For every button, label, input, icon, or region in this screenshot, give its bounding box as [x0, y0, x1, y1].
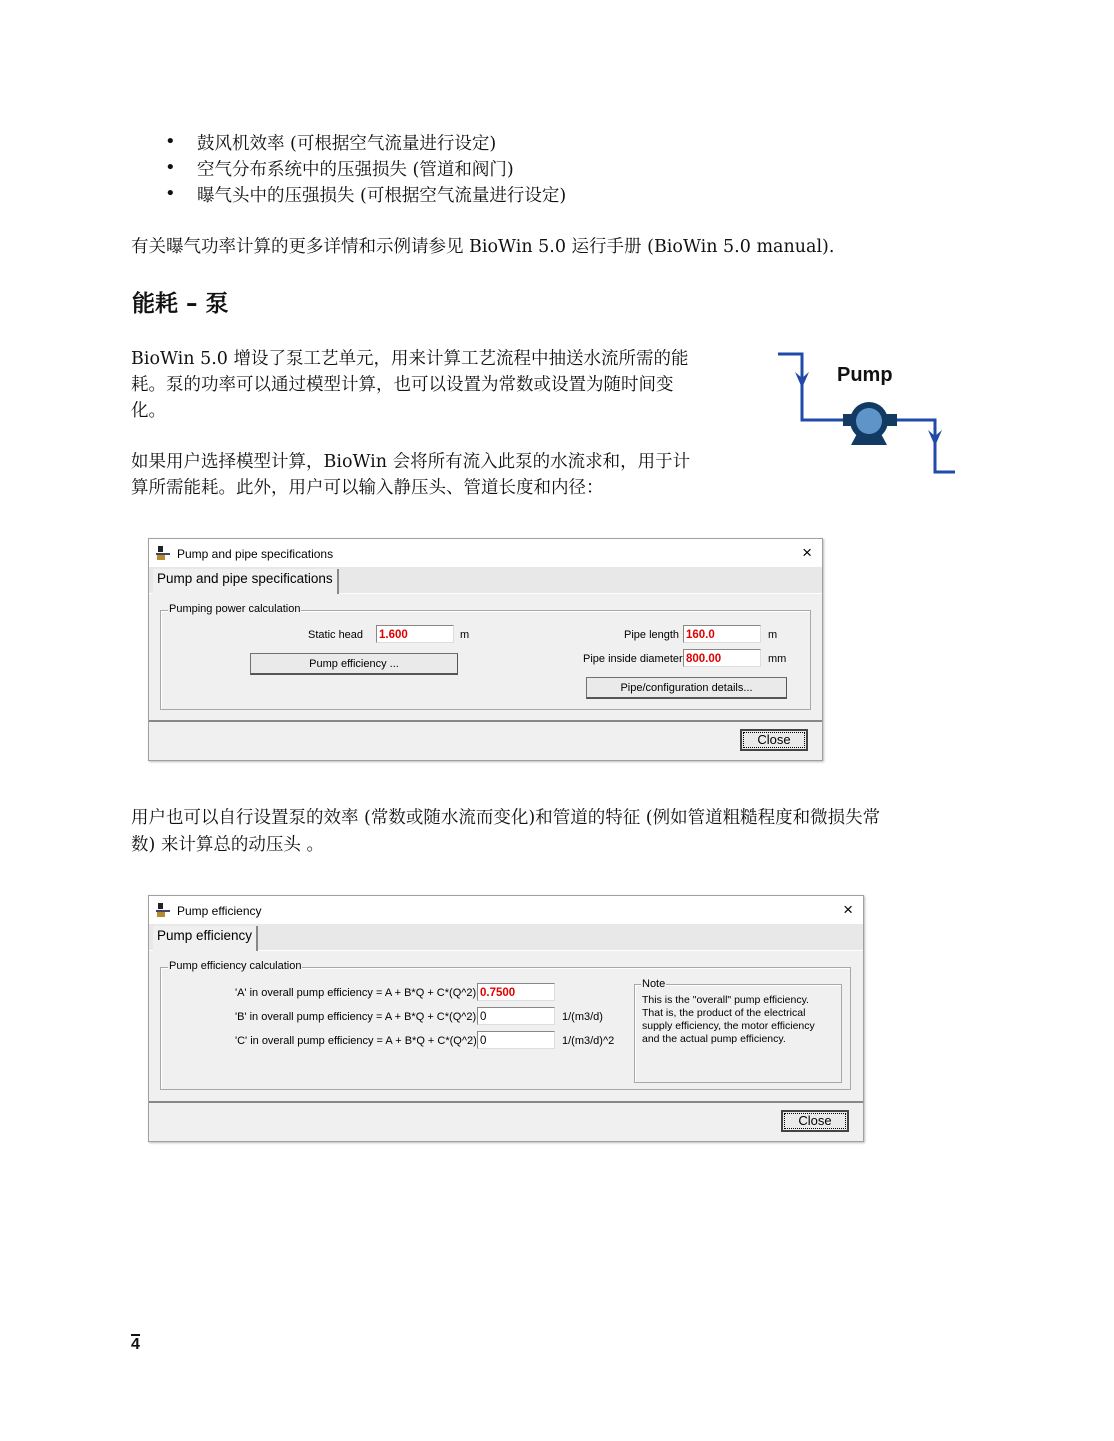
paragraph-line: 如果用户选择模型计算，BioWin 会将所有流入此泵的水流求和，用于计 — [131, 452, 691, 472]
app-icon — [156, 545, 170, 560]
button-bar — [149, 1101, 863, 1141]
bullet-text: 空气分布系统中的压强损失 (管道和阀门) — [197, 160, 514, 180]
paragraph-line: 耗。泵的功率可以通过模型计算，也可以设置为常数或设置为随时间变 — [131, 375, 674, 395]
unit: m — [460, 629, 470, 641]
paragraph: 有关曝气功率计算的更多详情和示例请参见 BioWin 5.0 运行手册 (BioWin 5.0 manual). — [131, 237, 835, 257]
note-title: Note — [642, 978, 666, 990]
title-bar — [149, 896, 863, 924]
pipe-diameter-input[interactable]: 800.00 — [683, 649, 761, 667]
unit: mm — [768, 653, 787, 665]
paragraph-line: 化。 — [131, 401, 166, 421]
coef-b-label: 'B' in overall pump efficiency = A + B*Q + C*(Q^2) — [235, 1011, 477, 1023]
note-line: This is the "overall" pump efficiency. — [642, 994, 809, 1006]
pump-efficiency-dialog — [148, 895, 864, 1142]
note-line: supply efficiency, the motor efficiency — [642, 1020, 815, 1032]
pipe-diameter-label: Pipe inside diameter — [583, 653, 683, 665]
note-line: That is, the product of the electrical — [642, 1007, 806, 1019]
pump-pipe-dialog — [148, 538, 823, 761]
bullet: • — [165, 131, 176, 152]
pipe-length-label: Pipe length — [624, 629, 680, 641]
bullet-text: 曝气头中的压强损失 (可根据空气流量进行设定) — [197, 186, 567, 206]
paragraph-line: BioWin 5.0 增设了泵工艺单元，用来计算工艺流程中抽送水流所需的能 — [131, 349, 689, 369]
pump-label: Pump — [837, 364, 893, 386]
coef-c-label: 'C' in overall pump efficiency = A + B*Q + C*(Q^2) — [235, 1035, 477, 1047]
tab-pump-pipe[interactable]: Pump and pipe specifications — [153, 569, 339, 594]
close-icon[interactable]: × — [802, 543, 812, 562]
close-icon[interactable]: × — [843, 900, 853, 919]
section-heading: 能耗 – 泵 — [132, 291, 229, 317]
static-head-label: Static head — [308, 629, 364, 641]
button-bar — [149, 720, 822, 760]
bullet-text: 鼓风机效率 (可根据空气流量进行设定) — [197, 134, 497, 154]
pipe-config-button[interactable]: Pipe/configuration details... — [586, 677, 787, 699]
pump-efficiency-group — [160, 960, 851, 1090]
pump-diagram — [775, 350, 960, 478]
note-text — [642, 994, 815, 1046]
pipe-length-input[interactable]: 160.0 — [683, 625, 761, 643]
unit: m — [768, 629, 778, 641]
paragraph-line: 数) 来计算总的动压头 。 — [131, 835, 324, 855]
note-line: and the actual pump efficiency. — [642, 1033, 786, 1045]
pump-efficiency-button[interactable]: Pump efficiency ... — [250, 653, 458, 675]
coef-a-label: 'A' in overall pump efficiency = A + B*Q + C*(Q^2) — [235, 987, 477, 999]
unit: 1/(m3/d)^2 — [562, 1035, 615, 1047]
close-button[interactable]: Close — [781, 1110, 849, 1132]
group-label: Pumping power calculation — [169, 603, 301, 615]
coef-c-input[interactable]: 0 — [477, 1031, 555, 1049]
tab-pump-efficiency[interactable]: Pump efficiency — [153, 926, 258, 951]
coef-a-input[interactable]: 0.7500 — [477, 983, 555, 1001]
group-label: Pump efficiency calculation — [169, 960, 302, 972]
bullet: • — [165, 183, 176, 204]
close-button[interactable]: Close — [740, 729, 808, 751]
static-head-input[interactable]: 1.600 — [376, 625, 454, 643]
note-box — [634, 978, 842, 1083]
dialog-title: Pump efficiency — [177, 904, 262, 918]
app-icon — [156, 902, 170, 917]
paragraph-line: 用户也可以自行设置泵的效率 (常数或随水流而变化)和管道的特征 (例如管道粗糙程度和微损失常 — [131, 808, 881, 828]
pumping-power-group — [160, 603, 811, 710]
page-number: 4 — [131, 1336, 140, 1353]
unit: 1/(m3/d) — [562, 1011, 603, 1023]
title-bar — [149, 539, 822, 567]
bullet: • — [165, 157, 176, 178]
dialog-title: Pump and pipe specifications — [177, 547, 334, 561]
coef-b-input[interactable]: 0 — [477, 1007, 555, 1025]
paragraph-line: 算所需能耗。此外，用户可以输入静压头、管道长度和内径： — [131, 478, 604, 498]
